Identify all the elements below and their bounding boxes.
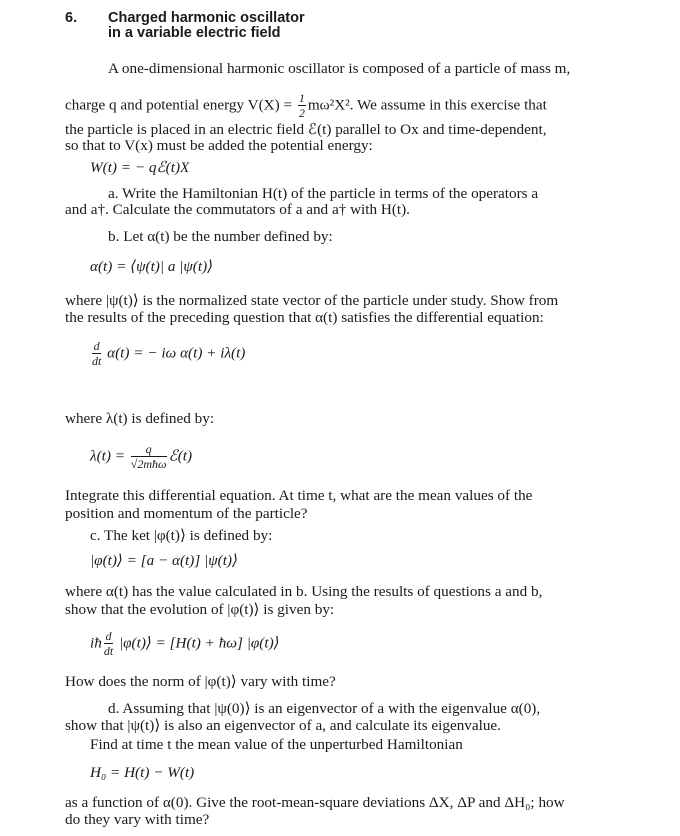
equation-evolution xyxy=(90,630,280,658)
paragraph-line: c. The ket |φ(t)⟩ is defined by: xyxy=(90,527,273,544)
equation-lambda xyxy=(90,443,192,471)
equation-text: λ(t) = xyxy=(90,447,129,465)
paragraph-line: a. Write the Hamiltonian H(t) of the particle in terms of the operators a xyxy=(108,185,539,202)
equation-text: iħ xyxy=(90,634,102,652)
section-title-line2: in a variable electric field xyxy=(108,25,281,41)
paragraph-line: A one-dimensional harmonic oscillator is composed of a particle of mass m, xyxy=(108,60,571,77)
fraction-lambda xyxy=(131,443,167,471)
section-title-line1: Charged harmonic oscillator xyxy=(108,10,305,26)
paragraph-line: show that |ψ(t)⟩ is also an eigenvector of a, and calculate its eigenvalue. xyxy=(65,717,501,734)
paragraph-line: b. Let α(t) be the number defined by: xyxy=(108,228,333,245)
fraction-denominator: dt xyxy=(92,354,102,368)
fraction-denominator: dt xyxy=(103,644,114,658)
fraction-numerator: d xyxy=(93,339,100,353)
paragraph-line: Integrate this differential equation. At time t, what are the mean values of the xyxy=(65,487,533,504)
paragraph-line: where |ψ(t)⟩ is the normalized state vector of the particle under study. Show from xyxy=(65,292,559,309)
paragraph-line: Find at time t the mean value of the unperturbed Hamiltonian xyxy=(90,736,463,753)
equation-text: α(t) = − iω α(t) + iλ(t) xyxy=(107,344,246,362)
equation-text: ℰ(t) xyxy=(168,447,193,465)
fraction-numerator: q xyxy=(131,443,167,457)
fraction-denominator: 2 xyxy=(298,106,305,120)
equation-alpha: α(t) = ⟨ψ(t)| a |ψ(t)⟩ xyxy=(90,258,214,275)
paragraph-line: the results of the preceding question that α(t) satisfies the differential equation: xyxy=(65,309,544,326)
paragraph-line: show that the evolution of |φ(t)⟩ is given by: xyxy=(65,601,335,618)
equation-phi: |φ(t)⟩ = [a − α(t)] |ψ(t)⟩ xyxy=(90,552,238,569)
equation-potential: W(t) = − qℰ(t)X xyxy=(90,159,190,176)
fraction-denominator: √2mħω xyxy=(130,457,167,471)
fraction-derivative xyxy=(92,340,101,368)
fraction-half xyxy=(298,92,306,120)
fraction-numerator: 1 xyxy=(298,91,305,105)
equation-text: |φ(t)⟩ = [H(t) + ħω] |φ(t)⟩ xyxy=(118,634,280,652)
text-run: mω²X². We assume in this exercise that xyxy=(307,96,547,114)
paragraph-line: How does the norm of |φ(t)⟩ vary with time? xyxy=(65,673,336,690)
paragraph-line: and a†. Calculate the commutators of a and a† with H(t). xyxy=(65,201,410,218)
paragraph-line: so that to V(x) must be added the potential energy: xyxy=(65,137,373,154)
paragraph-line xyxy=(65,92,547,120)
fraction-numerator: d xyxy=(105,629,112,643)
section-number: 6. xyxy=(65,10,78,26)
paragraph-line: d. Assuming that |ψ(0)⟩ is an eigenvector of a with the eigenvalue α(0), xyxy=(108,700,541,717)
paragraph-line: the particle is placed in an electric field ℰ(t) parallel to Ox and time-dependent, xyxy=(65,121,547,138)
paragraph-line: do they vary with time? xyxy=(65,811,210,828)
paragraph-line: where α(t) has the value calculated in b. Using the results of questions a and b, xyxy=(65,583,543,600)
text-run: charge q and potential energy V(X) = xyxy=(65,96,296,114)
paragraph-line: as a function of α(0). Give the root-mean-square deviations ΔX, ΔP and ΔH₀; how xyxy=(65,794,565,811)
equation-h0: H₀ = H(t) − W(t) xyxy=(90,764,195,781)
fraction-derivative xyxy=(104,630,113,658)
equation-differential xyxy=(90,340,245,368)
paragraph-line: position and momentum of the particle? xyxy=(65,505,308,522)
paragraph-line: where λ(t) is defined by: xyxy=(65,410,215,427)
